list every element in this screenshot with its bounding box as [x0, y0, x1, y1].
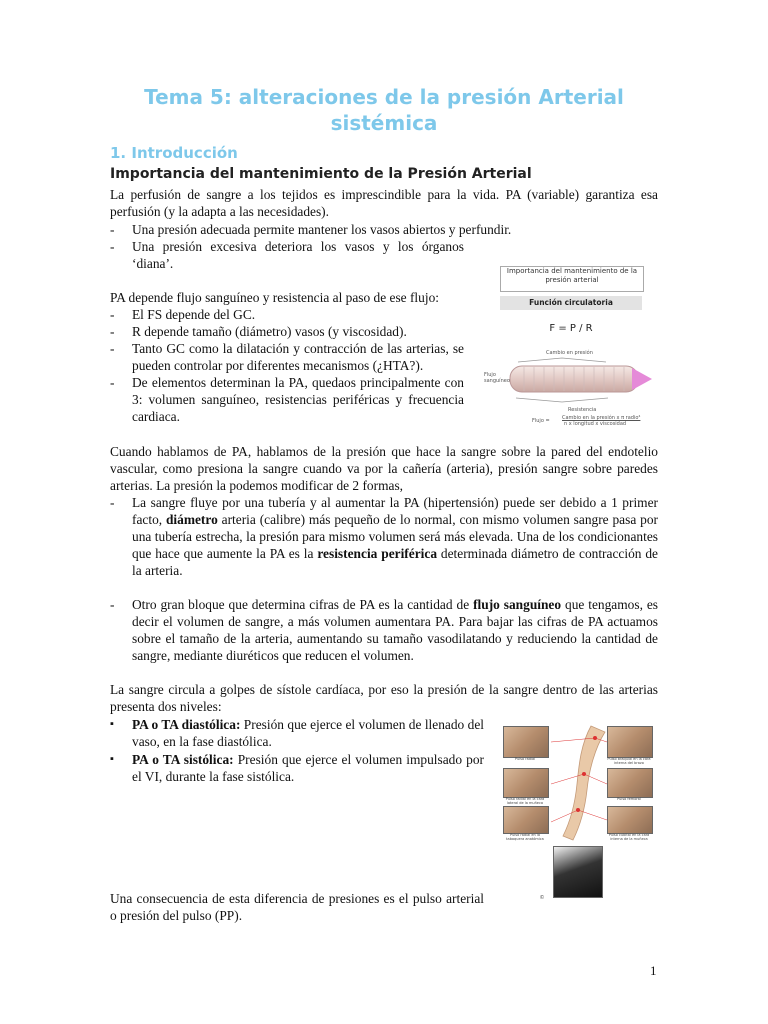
- section-title: Introducción: [131, 144, 238, 162]
- list-item-text: Una presión excesiva deteriora los vasos y los órganos ‘diana’.: [132, 239, 464, 271]
- photo-caption: Pulso femoral: [617, 797, 641, 801]
- photo-caption: Pulso radial en la cara lateral de la muñeca: [505, 797, 545, 805]
- pulse-photo: [503, 768, 549, 798]
- bold-term: resistencia periférica: [317, 546, 438, 561]
- pulse-photo: [607, 726, 653, 758]
- intro-paragraph: La perfusión de sangre a los tejidos es imprescindible para la vida. PA (variable) garantiza esa perfusión (y la adapta a las necesidades).: [110, 187, 658, 219]
- figure-header: Importancia del mantenimiento de la presión arterial: [500, 266, 644, 292]
- dash-marker: -: [110, 341, 115, 356]
- list-item: [110, 596, 658, 666]
- bold-term: flujo sanguíneo: [473, 597, 562, 612]
- list-item-text: [132, 751, 484, 785]
- text-run: Otro gran bloque que determina cifras de PA es la cantidad de: [132, 597, 474, 612]
- photo-caption: Pulso radial: [514, 757, 536, 761]
- formula-numerator: Cambio en la presión x π radio⁴: [562, 415, 641, 421]
- formula-denominator: n x longitud x viscosidad: [564, 421, 627, 427]
- list-item-text: [132, 494, 658, 579]
- circulatory-function-figure: [476, 262, 660, 430]
- list-item-text: R depende tamaño (diámetro) vasos (y viscosidad).: [132, 324, 407, 339]
- square-bullet-icon: ▪: [110, 753, 114, 765]
- formula-prefix: Flujo =: [532, 418, 550, 424]
- section-heading: [110, 145, 238, 162]
- page-number: 1: [650, 963, 657, 978]
- dash-marker: -: [110, 324, 115, 339]
- pa-depende-text: PA depende flujo sanguíneo y resistencia al paso de ese flujo:: [110, 290, 439, 305]
- change-label: Cambio en presión: [546, 350, 593, 356]
- list-item: [110, 494, 658, 578]
- dash-marker: -: [110, 307, 115, 322]
- photo-caption: Pulso radial en la tabaquera anatómica: [506, 833, 544, 841]
- section-number: 1.: [110, 144, 127, 162]
- pulse-photo: [607, 768, 653, 798]
- pulse-photo: [607, 806, 653, 834]
- bold-term: PA o TA sistólica:: [132, 752, 234, 767]
- square-bullet-icon: ▪: [110, 718, 114, 730]
- dash-marker: -: [110, 239, 115, 254]
- paragraph-pulso: Una consecuencia de esta diferencia de presiones es el pulso arterial o presión del pulso (PP).: [110, 891, 484, 923]
- list-item-text: Una presión adecuada permite mantener los vasos abiertos y perfundir.: [132, 222, 512, 237]
- list-item-text: Tanto GC como la dilatación y contracción de las arterias, se pueden controlar por diferentes mecanismos (¿HTA?).: [132, 341, 464, 373]
- function-label: Función circulatoria: [500, 296, 642, 310]
- dash-marker: -: [110, 597, 115, 612]
- subheading: Importancia del mantenimiento de la Presión Arterial: [110, 166, 532, 182]
- dash-marker: -: [110, 375, 115, 390]
- arm-illustration-icon: [551, 724, 607, 842]
- photo-caption: Pulso braquial en la cara interna del brazo: [607, 757, 651, 765]
- text-run: Presión que ejerce el volumen de llenado del vaso, en la fase diastólica.: [132, 717, 484, 749]
- list-item-text: De elementos determinan la PA, quedaos principalmente con 3: volumen sanguíneo, resistencias periféricas y frecuencia cardiaca.: [132, 375, 464, 424]
- text-run: que tengamos, es decir el volumen de sangre, a más volumen aumentara PA. Para bajar las cifras de PA actuamos sobre el tamaño de la arteria, aumentando su tamaño vasodilatando y reduciendo la cantidad de sangre, mediante diuréticos que reducen el volumen.: [132, 597, 658, 663]
- dash-marker: -: [110, 495, 115, 510]
- paragraph-sistole: La sangre circula a golpes de sístole cardíaca, por eso la presión de la sangre dentro de las arterias presenta dos niveles:: [110, 682, 658, 714]
- text-run: arteria (calibre) más pequeño de lo normal, con mismo volumen sangre pasa por una tubería estrecha, la presión para mismo volumen será más elevada. Una de los condicionantes que hace que aumente la PA es la: [132, 512, 658, 561]
- blood-pressure-cuff-photo: [553, 846, 603, 898]
- text-run: La sangre fluye por una tubería y al aumentar la PA (hipertensión) puede ser debido a 1 primer facto,: [132, 495, 658, 527]
- page-title: Tema 5: alteraciones de la presión Arterial sistémica: [144, 85, 624, 135]
- equation: F = P / R: [549, 323, 593, 334]
- text-run: determinada diámetro de contracción de la arteria.: [132, 546, 658, 578]
- dash-marker: -: [110, 222, 115, 237]
- list-item-text: [132, 716, 484, 750]
- copyright-mark: ©: [539, 895, 545, 901]
- bold-term: diámetro: [165, 512, 218, 527]
- paragraph-cuando: Cuando hablamos de PA, hablamos de la presión que hace la sangre sobre la pared del endotelio vascular, como presiona la sangre cuando va por la cañería (arteria), presión sangre sobre paredes arterias. La presión la podemos modificar de 2 formas,: [110, 444, 658, 493]
- pulse-points-figure: [497, 720, 657, 910]
- flow-label: Flujo sanguíneo: [484, 372, 510, 384]
- list-item-text: El FS depende del GC.: [132, 307, 256, 322]
- list-item-text: [132, 596, 658, 664]
- resistance-label: Resistencia: [568, 407, 597, 413]
- text-run: Presión que ejerce el volumen impulsado por el VI, durante la fase sistólica.: [132, 752, 484, 784]
- pulse-photo: [503, 726, 549, 758]
- photo-caption: Pulso cubital en la cara interna de la muñeca: [608, 833, 650, 841]
- pulse-photo: [503, 806, 549, 834]
- bold-term: PA o TA diastólica:: [132, 717, 241, 732]
